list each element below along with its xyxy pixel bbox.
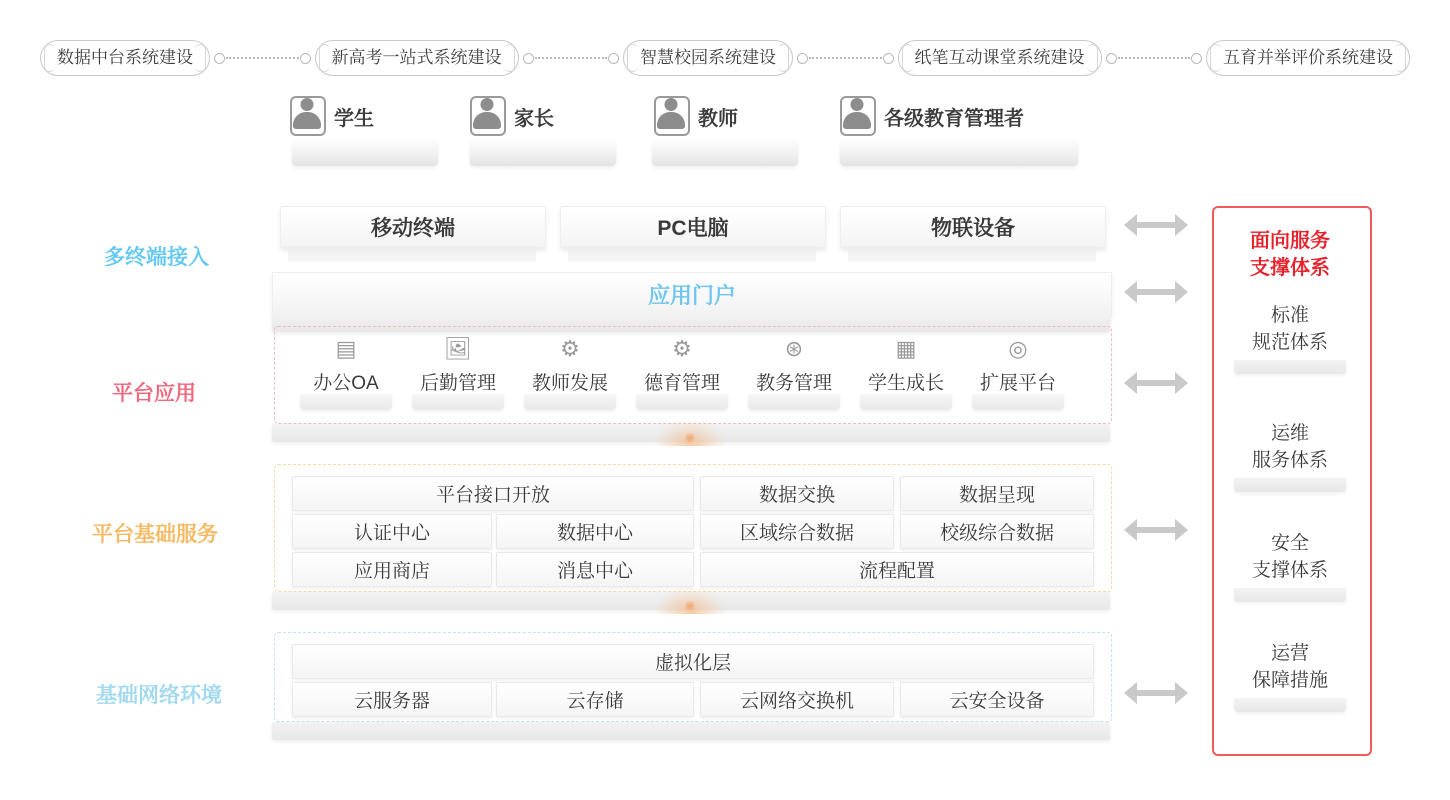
service-auth-center[interactable]: 认证中心	[292, 514, 492, 549]
link-arrow-base-service	[1124, 519, 1188, 541]
support-item-line2: 保障措施	[1251, 670, 1328, 691]
app-label: 德育管理	[643, 373, 720, 394]
program-pill-0[interactable]: 数据中台系统建设	[40, 40, 210, 76]
connector-dots	[226, 57, 299, 59]
app-plate	[412, 394, 504, 410]
terminal-iot-shadow	[848, 246, 1096, 262]
program-pill-2[interactable]: 智慧校园系统建设	[623, 40, 793, 76]
flow-glow-apps	[655, 420, 725, 446]
network-cloud-storage[interactable]: 云存储	[496, 682, 694, 717]
service-process-config[interactable]: 流程配置	[700, 552, 1094, 587]
role-pedestal-administrator	[840, 140, 1078, 166]
support-item-line1: 运维	[1270, 423, 1309, 444]
service-data-exchange[interactable]: 数据交换	[700, 476, 894, 511]
program-pill-4[interactable]: 五育并举评价系统建设	[1206, 40, 1410, 76]
app-moral-education[interactable]	[636, 336, 728, 395]
support-item-line2: 规范体系	[1251, 332, 1328, 353]
support-item-line1: 安全	[1270, 533, 1309, 554]
connector-knob-right	[300, 53, 311, 64]
terminal-iot[interactable]: 物联设备	[840, 206, 1106, 248]
role-pedestal-parent	[470, 140, 616, 166]
support-item-line1: 运营	[1270, 643, 1309, 664]
support-item-line2: 支撑体系	[1251, 560, 1328, 581]
gear-icon: ⚙	[672, 336, 692, 361]
role-administrator	[840, 96, 1024, 136]
link-arrow-network	[1124, 682, 1188, 704]
pill-connector-2	[797, 53, 894, 63]
connector-knob-right	[883, 53, 894, 64]
program-pill-1[interactable]: 新高考一站式系统建设	[315, 40, 519, 76]
role-parent	[470, 96, 554, 136]
support-title-line1: 面向服务	[1250, 230, 1330, 252]
logistics-image-icon: 🖼	[444, 336, 472, 361]
terminal-pc-shadow	[568, 246, 816, 262]
app-plate	[860, 394, 952, 410]
layer-label-terminal: 多终端接入	[104, 246, 209, 269]
app-label: 办公OA	[313, 373, 379, 394]
link-arrow-portal	[1124, 281, 1188, 303]
support-item-plate	[1234, 698, 1346, 712]
app-label: 扩展平台	[979, 373, 1056, 394]
service-app-store[interactable]: 应用商店	[292, 552, 492, 587]
service-school-data[interactable]: 校级综合数据	[900, 514, 1094, 549]
connector-dots	[535, 57, 608, 59]
network-base-plate	[272, 722, 1110, 740]
office-card-icon: ▤	[335, 336, 357, 361]
student-icon	[290, 96, 324, 136]
app-label: 学生成长	[867, 373, 944, 394]
connector-knob-left	[1106, 53, 1117, 64]
role-label: 各级教育管理者	[884, 107, 1024, 130]
app-student-growth[interactable]	[860, 336, 952, 395]
support-item-ops[interactable]	[1234, 420, 1346, 474]
support-item-operation[interactable]	[1234, 640, 1346, 694]
link-arrow-apps	[1124, 372, 1188, 394]
role-student	[290, 96, 374, 136]
service-api-open[interactable]: 平台接口开放	[292, 476, 694, 511]
pill-connector-1	[523, 53, 620, 63]
cloud-gear-icon: ◎	[1008, 336, 1028, 361]
network-virtualization-layer[interactable]: 虚拟化层	[292, 644, 1094, 679]
support-system-title	[1212, 228, 1368, 282]
program-pill-3[interactable]: 纸笔互动课堂系统建设	[898, 40, 1102, 76]
layer-label-base-service: 平台基础服务	[92, 523, 218, 546]
connector-knob-left	[214, 53, 225, 64]
support-item-line1: 标准	[1270, 305, 1309, 326]
app-plate	[972, 394, 1064, 410]
student-record-icon: ▦	[895, 336, 917, 361]
app-label: 教师发展	[531, 373, 608, 394]
parent-icon	[470, 96, 504, 136]
service-data-center[interactable]: 数据中心	[496, 514, 694, 549]
role-label: 教师	[698, 107, 738, 130]
pill-connector-3	[1106, 53, 1203, 63]
app-plate	[524, 394, 616, 410]
terminal-mobile[interactable]: 移动终端	[280, 206, 546, 248]
app-logistics[interactable]	[412, 336, 504, 395]
role-label: 家长	[514, 107, 554, 130]
service-message-center[interactable]: 消息中心	[496, 552, 694, 587]
support-title-line2: 支撑体系	[1250, 257, 1330, 279]
app-plate	[748, 394, 840, 410]
app-plate	[636, 394, 728, 410]
terminal-pc[interactable]: PC电脑	[560, 206, 826, 248]
app-office-oa[interactable]	[300, 336, 392, 395]
application-portal-band[interactable]	[272, 272, 1112, 316]
service-regional-data[interactable]: 区域综合数据	[700, 514, 894, 549]
app-academic-affairs[interactable]	[748, 336, 840, 395]
app-label: 后勤管理	[419, 373, 496, 394]
connector-knob-left	[797, 53, 808, 64]
service-data-presentation[interactable]: 数据呈现	[900, 476, 1094, 511]
administrator-icon	[840, 96, 874, 136]
network-cloud-server[interactable]: 云服务器	[292, 682, 492, 717]
support-item-security[interactable]	[1234, 530, 1346, 584]
layer-label-apps: 平台应用	[112, 382, 196, 405]
app-extension-platform[interactable]	[972, 336, 1064, 395]
network-cloud-security[interactable]: 云安全设备	[900, 682, 1094, 717]
program-pill-row	[40, 38, 1410, 78]
application-portal-label: 应用门户	[647, 282, 736, 308]
support-item-plate	[1234, 588, 1346, 602]
connector-knob-right	[1191, 53, 1202, 64]
role-pedestal-teacher	[652, 140, 798, 166]
terminal-mobile-shadow	[288, 246, 536, 262]
app-plate	[300, 394, 392, 410]
role-pedestal-student	[292, 140, 438, 166]
network-cloud-switch[interactable]: 云网络交换机	[700, 682, 894, 717]
support-item-plate	[1234, 360, 1346, 374]
role-teacher	[654, 96, 738, 136]
app-label: 教务管理	[755, 373, 832, 394]
layer-label-network: 基础网络环境	[96, 684, 222, 707]
support-item-standard[interactable]	[1234, 302, 1346, 356]
teacher-icon	[654, 96, 688, 136]
role-label: 学生	[334, 107, 374, 130]
pill-connector-0	[214, 53, 311, 63]
connector-knob-right	[608, 53, 619, 64]
gear-small-icon: ⚙	[560, 336, 580, 361]
connector-knob-left	[523, 53, 534, 64]
globe-gear-icon: ⊛	[784, 336, 804, 361]
support-item-plate	[1234, 478, 1346, 492]
flow-glow-base-service	[655, 588, 725, 614]
support-item-line2: 服务体系	[1251, 450, 1328, 471]
connector-dots	[1118, 57, 1191, 59]
link-arrow-terminal	[1124, 214, 1188, 236]
connector-dots	[809, 57, 882, 59]
app-teacher-development[interactable]	[524, 336, 616, 395]
